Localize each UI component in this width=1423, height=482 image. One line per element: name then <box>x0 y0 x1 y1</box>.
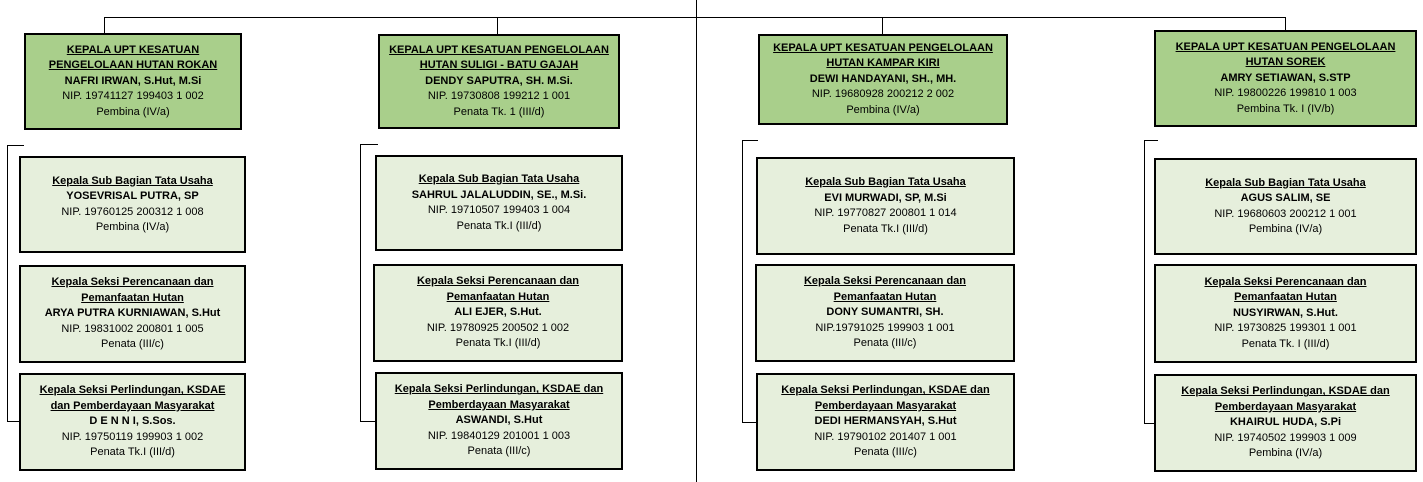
unit1-sub1-name: YOSEVRISAL PUTRA, SP <box>66 190 199 202</box>
unit4-sub2-name: NUSYIRWAN, S.Hut. <box>1233 306 1338 319</box>
unit2-sub2-box <box>373 264 623 362</box>
unit3-sub1-rank: Penata Tk.I (III/d) <box>843 222 928 235</box>
unit3-sub1-title-1: Kepala Sub Bagian Tata Usaha <box>805 176 966 188</box>
unit4-sub2-rank: Penata Tk. I (III/d) <box>1241 337 1330 350</box>
unit2-sub3-rank: Penata (III/c) <box>467 445 531 458</box>
unit1-sub2-nip: NIP. 19831002 200801 1 005 <box>61 322 204 335</box>
unit2-sub1-nip: NIP. 19710507 199403 1 004 <box>427 204 571 216</box>
unit3-head-rank: Pembina (IV/a) <box>846 103 920 116</box>
unit2-sub2-nip: NIP. 19780925 200502 1 002 <box>426 321 570 334</box>
unit1-sub3-nip: NIP. 19750119 199903 1 002 <box>61 430 204 443</box>
unit1-sub2-box <box>19 265 246 363</box>
top-drop-2 <box>497 17 498 34</box>
unit1-sub2-name: ARYA PUTRA KURNIAWAN, S.Hut <box>44 307 221 320</box>
unit4-trunk <box>1144 140 1145 424</box>
unit1-head-title-1: KEPALA UPT KESATUAN <box>66 43 200 56</box>
unit4-sub1-rank: Pembina (IV/a) <box>1248 223 1323 235</box>
unit4-head-title-1: KEPALA UPT KESATUAN PENGELOLAAN <box>1175 40 1396 53</box>
unit3-sub2-title-1: Kepala Seksi Perencanaan dan <box>803 275 967 288</box>
unit4-sub3-nip: NIP. 19740502 199903 1 009 <box>1214 431 1357 444</box>
unit3-sub3-name: DEDI HERMANSYAH, S.Hut <box>814 415 957 428</box>
unit2-sub2-name: ALI EJER, S.Hut. <box>454 306 542 319</box>
unit1-sub2-title-2: Pemanfaatan Hutan <box>81 291 184 304</box>
unit3-sub1-nip: NIP. 19770827 200801 1 014 <box>814 207 957 219</box>
unit2-head-title-1: KEPALA UPT KESATUAN PENGELOLAAN <box>389 43 609 56</box>
unit1-head-name: NAFRI IRWAN, S.Hut, M.Si <box>64 74 202 87</box>
unit2-sub3-nip: NIP. 19840129 201001 1 003 <box>427 429 571 442</box>
unit3-sub3-title-1: Kepala Seksi Perlindungan, KSDAE dan <box>781 384 990 397</box>
unit1-sub1-box <box>19 156 246 253</box>
unit2-sub1-name: SAHRUL JALALUDDIN, SE., M.Si. <box>411 188 587 201</box>
unit2-head-title-2: HUTAN SULIGI - BATU GAJAH <box>419 59 579 72</box>
unit1-sub3-rank: Penata Tk.I (III/d) <box>90 446 175 459</box>
unit3-head-name: DEWI HANDAYANI, SH., MH. <box>809 72 957 85</box>
unit3-sub2-title-2: Pemanfaatan Hutan <box>833 290 937 303</box>
unit3-sub3-title-2: Pemberdayaan Masyarakat <box>814 399 957 412</box>
unit4-sub1-name: AGUS SALIM, SE <box>1240 192 1331 204</box>
unit4-branch-top <box>1144 140 1158 141</box>
unit4-sub1-nip: NIP. 19680603 200212 1 001 <box>1214 207 1357 220</box>
unit4-sub2-nip: NIP. 19730825 199301 1 001 <box>1214 322 1357 335</box>
unit2-sub1-rank: Penata Tk.I (III/d) <box>456 219 542 232</box>
unit1-head-title-2: PENGELOLAAN HUTAN ROKAN <box>48 59 218 72</box>
unit4-sub2-title-2: Pemanfaatan Hutan <box>1234 291 1337 304</box>
unit3-sub3-rank: Penata (III/c) <box>854 446 917 459</box>
unit3-sub2-name: DONY SUMANTRI, SH. <box>826 306 944 319</box>
unit2-sub2-title-1: Kepala Seksi Perencanaan dan <box>416 275 580 288</box>
unit1-sub1-title-1: Kepala Sub Bagian Tata Usaha <box>52 174 213 187</box>
unit3-sub2-box <box>755 264 1015 362</box>
unit4-sub3-title-1: Kepala Seksi Perlindungan, KSDAE dan <box>1181 385 1390 398</box>
unit2-sub3-title-1: Kepala Seksi Perlindungan, KSDAE dan <box>394 383 604 396</box>
unit1-sub3-title-1: Kepala Seksi Perlindungan, KSDAE <box>39 384 226 397</box>
unit4-sub3-title-2: Pemberdayaan Masyarakat <box>1214 400 1357 413</box>
unit3-branch-bottom <box>742 422 756 423</box>
unit3-sub1-name: EVI MURWADI, SP, M.Si <box>824 191 947 204</box>
unit3-trunk <box>742 140 743 423</box>
unit1-sub3-name: D E N N I, S.Sos. <box>89 415 176 428</box>
unit1-head-box <box>24 33 242 130</box>
top-drop-3 <box>882 17 883 34</box>
unit4-sub1-title-1: Kepala Sub Bagian Tata Usaha <box>1205 176 1366 189</box>
unit1-sub2-title-1: Kepala Seksi Perencanaan dan <box>51 276 214 289</box>
unit4-sub2-title-1: Kepala Seksi Perencanaan dan <box>1204 275 1367 288</box>
unit1-branch-top <box>7 145 24 146</box>
unit2-trunk <box>360 144 361 422</box>
unit1-sub1-nip: NIP. 19760125 200312 1 008 <box>61 205 204 218</box>
unit3-head-box <box>758 34 1008 125</box>
unit2-head-name: DENDY SAPUTRA, SH. M.Si. <box>425 74 573 87</box>
top-connector-horizontal <box>104 17 1286 18</box>
unit4-sub3-name: KHAIRUL HUDA, S.Pi <box>1229 416 1342 429</box>
top-drop-4 <box>1285 17 1286 30</box>
unit1-head-nip: NIP. 19741127 199403 1 002 <box>62 90 204 103</box>
unit3-sub3-box <box>756 373 1015 471</box>
unit1-trunk <box>7 145 8 422</box>
unit4-head-rank: Pembina Tk. I (IV/b) <box>1236 102 1335 115</box>
unit3-sub2-nip: NIP.19791025 199903 1 001 <box>815 321 955 334</box>
unit3-sub2-rank: Penata (III/c) <box>853 337 917 350</box>
unit3-head-title-2: HUTAN KAMPAR KIRI <box>826 57 940 70</box>
unit2-sub3-name: ASWANDI, S.Hut <box>455 414 543 427</box>
unit3-branch-top <box>742 140 758 141</box>
unit3-head-title-1: KEPALA UPT KESATUAN PENGELOLAAN <box>773 41 993 54</box>
unit3-sub3-nip: NIP. 19790102 201407 1 001 <box>814 430 957 443</box>
unit2-sub2-rank: Penata Tk.I (III/d) <box>455 337 541 350</box>
unit1-sub2-rank: Penata (III/c) <box>101 338 164 351</box>
unit4-sub2-box <box>1154 264 1417 363</box>
unit2-head-rank: Penata Tk. 1 (III/d) <box>453 105 545 118</box>
unit2-branch-bottom <box>360 421 375 422</box>
unit2-head-box <box>378 34 620 129</box>
unit1-sub3-title-2: dan Pemberdayaan Masyarakat <box>50 399 215 412</box>
unit4-head-nip: NIP. 19800226 199810 1 003 <box>1214 87 1357 100</box>
unit2-sub1-title-1: Kepala Sub Bagian Tata Usaha <box>418 173 580 185</box>
unit1-sub3-box <box>19 373 246 471</box>
unit1-head-rank: Pembina (IV/a) <box>96 105 170 118</box>
unit2-sub3-box <box>375 372 623 470</box>
unit3-sub1-box <box>756 157 1015 255</box>
unit3-head-nip: NIP. 19680928 200212 2 002 <box>811 88 955 101</box>
unit1-sub1-rank: Pembina (IV/a) <box>95 221 170 233</box>
unit2-head-nip: NIP. 19730808 199212 1 001 <box>427 90 571 103</box>
top-drop-1 <box>104 17 105 33</box>
unit2-branch-top <box>360 144 378 145</box>
unit4-sub3-box <box>1154 374 1417 472</box>
unit2-sub2-title-2: Pemanfaatan Hutan <box>446 290 550 303</box>
unit2-sub3-title-2: Pemberdayaan Masyarakat <box>428 398 570 411</box>
unit4-sub3-rank: Pembina (IV/a) <box>1248 447 1323 460</box>
unit4-head-box <box>1154 30 1417 127</box>
unit4-branch-bottom <box>1144 423 1154 424</box>
unit4-sub1-box <box>1154 158 1417 255</box>
divider-vertical <box>696 0 697 482</box>
unit2-sub1-box <box>375 155 623 251</box>
unit4-head-title-2: HUTAN SOREK <box>1245 56 1326 69</box>
unit4-head-name: AMRY SETIAWAN, S.STP <box>1220 71 1351 84</box>
